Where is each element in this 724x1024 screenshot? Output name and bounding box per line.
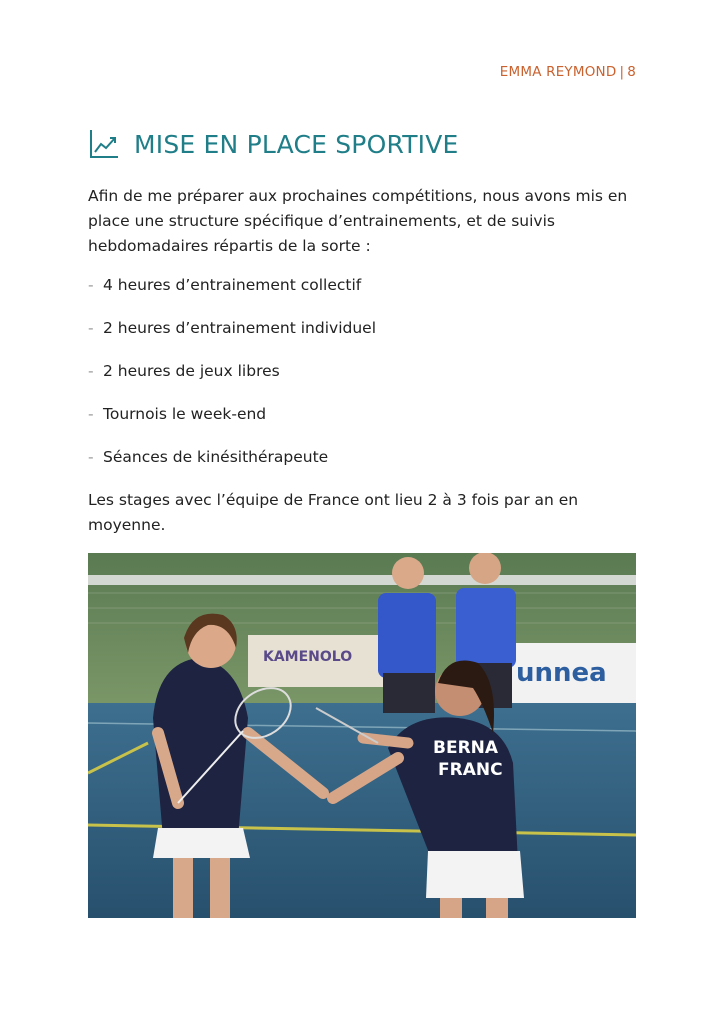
jersey-text-line2: FRANC <box>438 760 503 780</box>
list-item <box>88 448 376 491</box>
banner-text-right: unnea <box>516 658 607 688</box>
list-item-text: 2 heures d’entrainement individuel <box>103 319 377 337</box>
list-item-text: 4 heures d’entrainement collectif <box>103 276 362 294</box>
badminton-photo <box>88 553 636 918</box>
page-header <box>500 64 636 80</box>
closing-paragraph: Les stages avec l’équipe de France ont lieu 2 à 3 fois par an en moyenne. <box>88 491 579 534</box>
line-chart-icon <box>88 128 120 160</box>
list-bullet: - <box>88 448 94 466</box>
list-bullet: - <box>88 405 94 423</box>
author-name: EMMA REYMOND <box>499 64 617 80</box>
list-item <box>88 405 376 448</box>
section-heading <box>88 128 459 160</box>
header-separator: | <box>619 64 625 80</box>
list-item-text: 2 heures de jeux libres <box>103 362 280 380</box>
list-bullet: - <box>88 319 94 337</box>
section-title: MISE EN PLACE SPORTIVE <box>134 129 459 159</box>
intro-paragraph: Afin de me préparer aux prochaines compétitions, nous avons mis en place une structure spécifique d’entrainements, et de suivis hebdomadaires répartis de la sorte : <box>88 187 628 255</box>
list-item <box>88 319 376 362</box>
list-item-text: Tournois le week-end <box>103 405 267 423</box>
photo-illustration <box>88 553 636 918</box>
list-bullet: - <box>88 362 94 380</box>
list-item <box>88 276 376 319</box>
training-list <box>88 276 376 491</box>
jersey-text-line1: BERNA <box>433 738 499 758</box>
list-bullet: - <box>88 276 94 294</box>
list-item-text: Séances de kinésithérapeute <box>103 448 329 466</box>
banner-text: KAMENOLO <box>263 649 353 665</box>
list-item <box>88 362 376 405</box>
page-number: 8 <box>627 64 636 80</box>
